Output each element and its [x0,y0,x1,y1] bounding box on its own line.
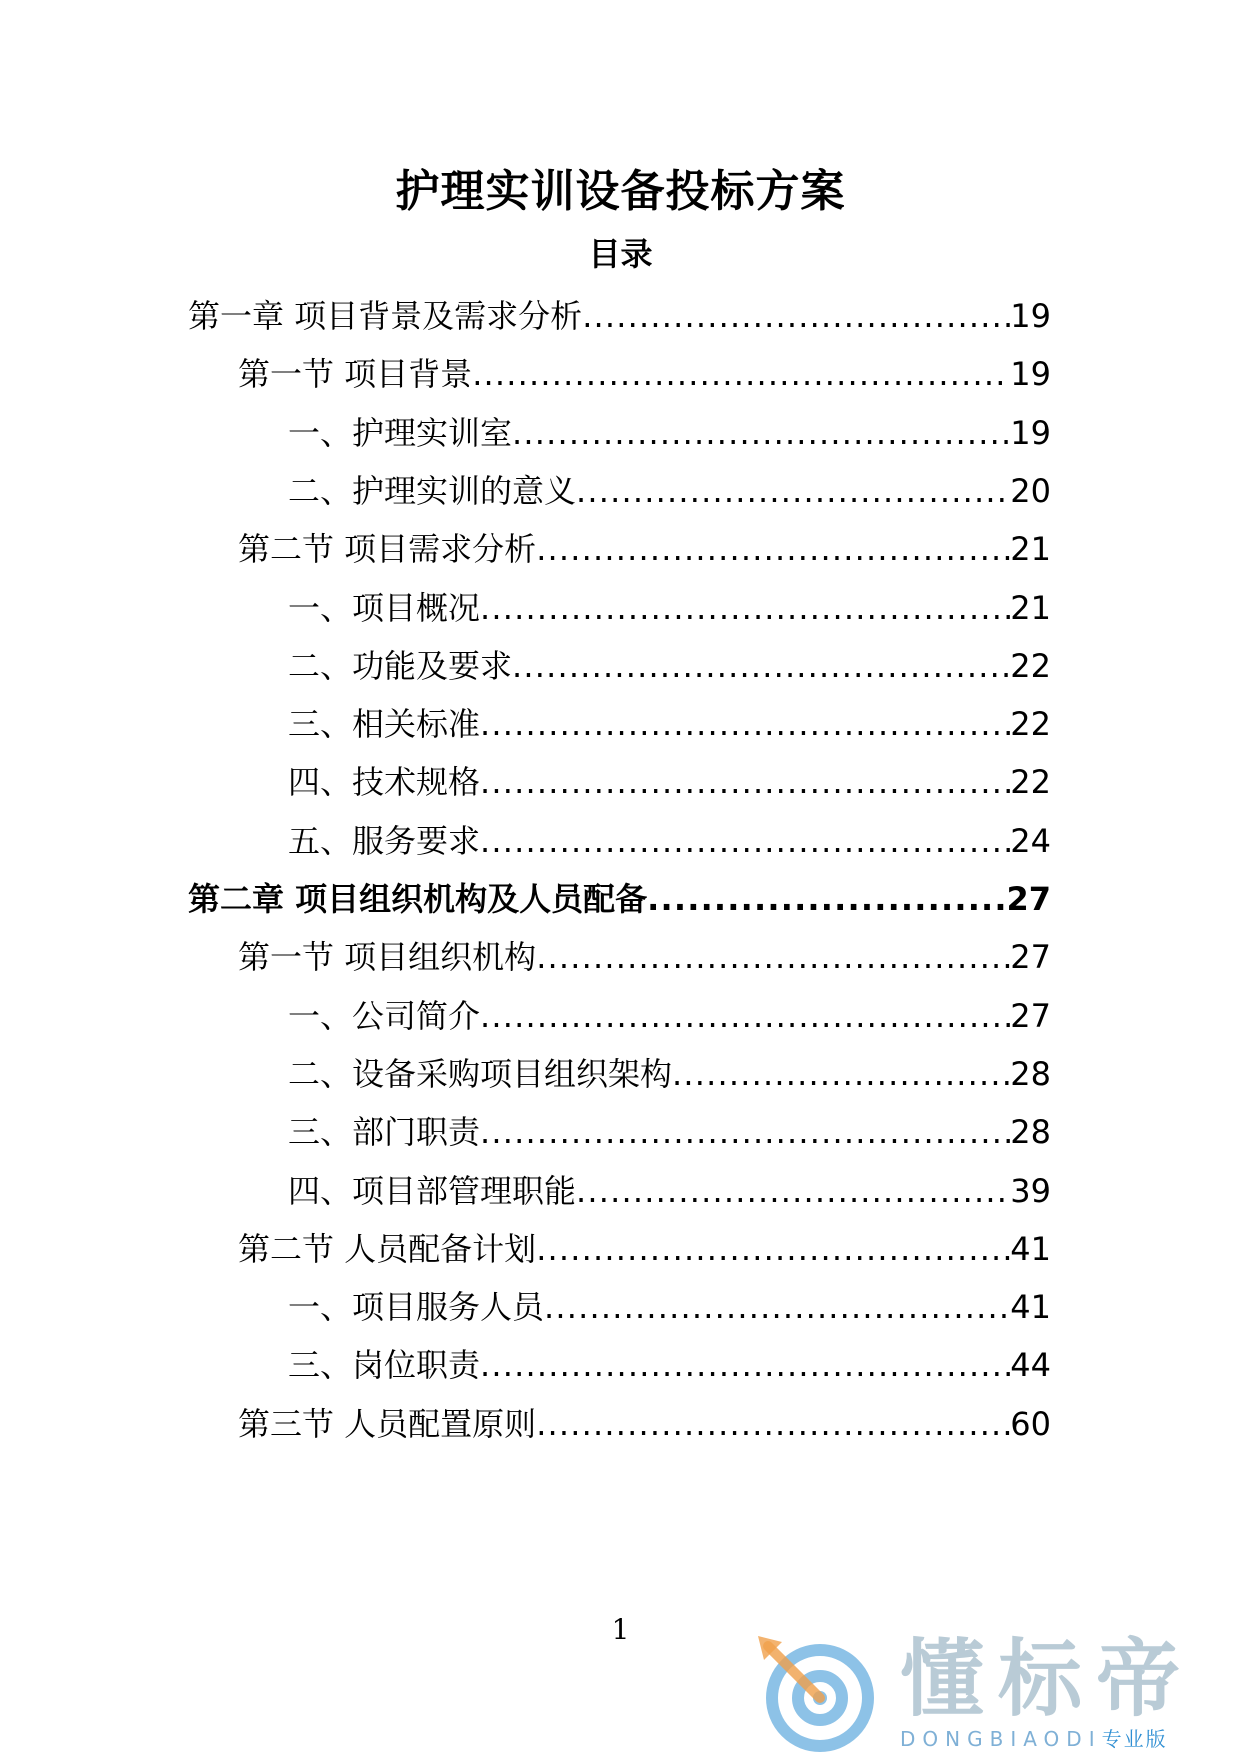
toc-entry[interactable] [288,1345,1051,1385]
toc-heading: 目录 [588,235,653,273]
toc-entry[interactable] [288,1112,1051,1152]
toc-entry[interactable] [188,296,1051,336]
watermark-logo [748,1630,1241,1754]
toc-leader-dots [536,1229,1010,1269]
toc-entry-label: 第一节 项目背景 [238,355,473,394]
toc-leader-dots [472,354,1010,394]
toc-entry-label: 第二章 项目组织机构及人员配备 [188,880,648,918]
toc-entry-label: 五、服务要求 [288,821,481,860]
toc-leader-dots [480,588,1010,628]
toc-entry-page: 19 [1010,413,1051,452]
toc-entry-page: 27 [1010,996,1051,1035]
toc-entry-page: 21 [1010,588,1051,627]
toc-entry-page: 22 [1010,763,1051,802]
toc-leader-dots [480,762,1010,802]
toc-leader-dots [544,1287,1010,1327]
target-logo-icon [748,1630,888,1754]
toc-entry-label: 一、项目服务人员 [288,1288,545,1327]
toc-entry[interactable] [238,529,1051,569]
toc-leader-dots [536,1404,1010,1444]
toc-leader-dots [480,1345,1010,1385]
toc-entry-page: 19 [1010,355,1051,394]
toc-entry-page: 24 [1010,821,1051,860]
toc-leader-dots [480,704,1010,744]
toc-leader-dots [512,646,1010,686]
toc-entry-page: 27 [1010,938,1051,977]
toc-entry-page: 60 [1010,1404,1051,1443]
toc-entry-label: 二、设备采购项目组织架构 [288,1054,673,1093]
toc-entry[interactable] [288,996,1051,1036]
toc-entry-page: 20 [1010,471,1051,510]
toc-entry[interactable] [288,762,1051,802]
toc-entry-label: 一、护理实训室 [288,413,513,452]
watermark-edition: 专业版 [1101,1727,1168,1751]
toc-entry-label: 三、岗位职责 [288,1346,481,1385]
toc-leader-dots [536,937,1010,977]
toc-entry-label: 二、功能及要求 [288,646,513,685]
toc-entry[interactable] [288,646,1051,686]
toc-entry[interactable] [238,937,1051,977]
toc-leader-dots [647,879,1006,919]
toc-entry-label: 四、技术规格 [288,763,481,802]
toc-entry-label: 第一节 项目组织机构 [238,938,537,977]
toc-entry-label: 二、护理实训的意义 [288,471,577,510]
toc-entry[interactable] [288,821,1051,861]
toc-leader-dots [480,1112,1010,1152]
watermark-subtitle [900,1728,1168,1750]
toc-entry[interactable] [288,1287,1051,1327]
toc-entry-page: 41 [1010,1229,1051,1268]
toc-entry[interactable] [288,1171,1051,1211]
toc-entry[interactable] [288,413,1051,453]
toc-entry-page: 44 [1010,1346,1051,1385]
toc-entry[interactable] [288,704,1051,744]
toc-leader-dots [480,821,1010,861]
watermark-latin: DONGBIAODI [900,1727,1102,1751]
toc-entry-label: 一、公司简介 [288,996,481,1035]
toc-entry-label: 一、项目概况 [288,588,481,627]
toc-entry[interactable] [238,1229,1051,1269]
toc-entry-label: 三、部门职责 [288,1113,481,1152]
document-title: 护理实训设备投标方案 [395,166,846,217]
toc-entry[interactable] [188,879,1051,919]
toc-leader-dots [576,1171,1010,1211]
toc-entry[interactable] [288,588,1051,628]
toc-entry[interactable] [288,471,1051,511]
toc-entry-page: 22 [1010,646,1051,685]
toc-leader-dots [582,296,1010,336]
toc-entry-page: 22 [1010,705,1051,744]
toc-entry-page: 21 [1010,530,1051,569]
page-number: 1 [611,1613,630,1646]
toc-entry-label: 第一章 项目背景及需求分析 [188,297,583,335]
toc-entry-label: 第二节 项目需求分析 [238,530,537,569]
toc-entry-page: 19 [1010,297,1051,335]
watermark-brand: 懂标帝 [900,1630,1195,1728]
toc-entry-page: 39 [1010,1171,1051,1210]
toc-entry-page: 28 [1010,1054,1051,1093]
toc-leader-dots [536,529,1010,569]
toc-entry-page: 28 [1010,1113,1051,1152]
toc-leader-dots [480,996,1010,1036]
toc-leader-dots [576,471,1010,511]
toc-entry-label: 第三节 人员配置原则 [238,1404,537,1443]
toc-entry-label: 四、项目部管理职能 [288,1171,577,1210]
toc-entry[interactable] [288,1054,1051,1094]
toc-entry[interactable] [238,1404,1051,1444]
toc-entry-page: 41 [1010,1288,1051,1327]
toc-entry-label: 三、相关标准 [288,705,481,744]
toc-leader-dots [512,413,1010,453]
toc-entry-page: 27 [1006,880,1051,918]
toc-entry-label: 第二节 人员配备计划 [238,1229,537,1268]
toc-entry[interactable] [238,354,1051,394]
toc-leader-dots [672,1054,1010,1094]
